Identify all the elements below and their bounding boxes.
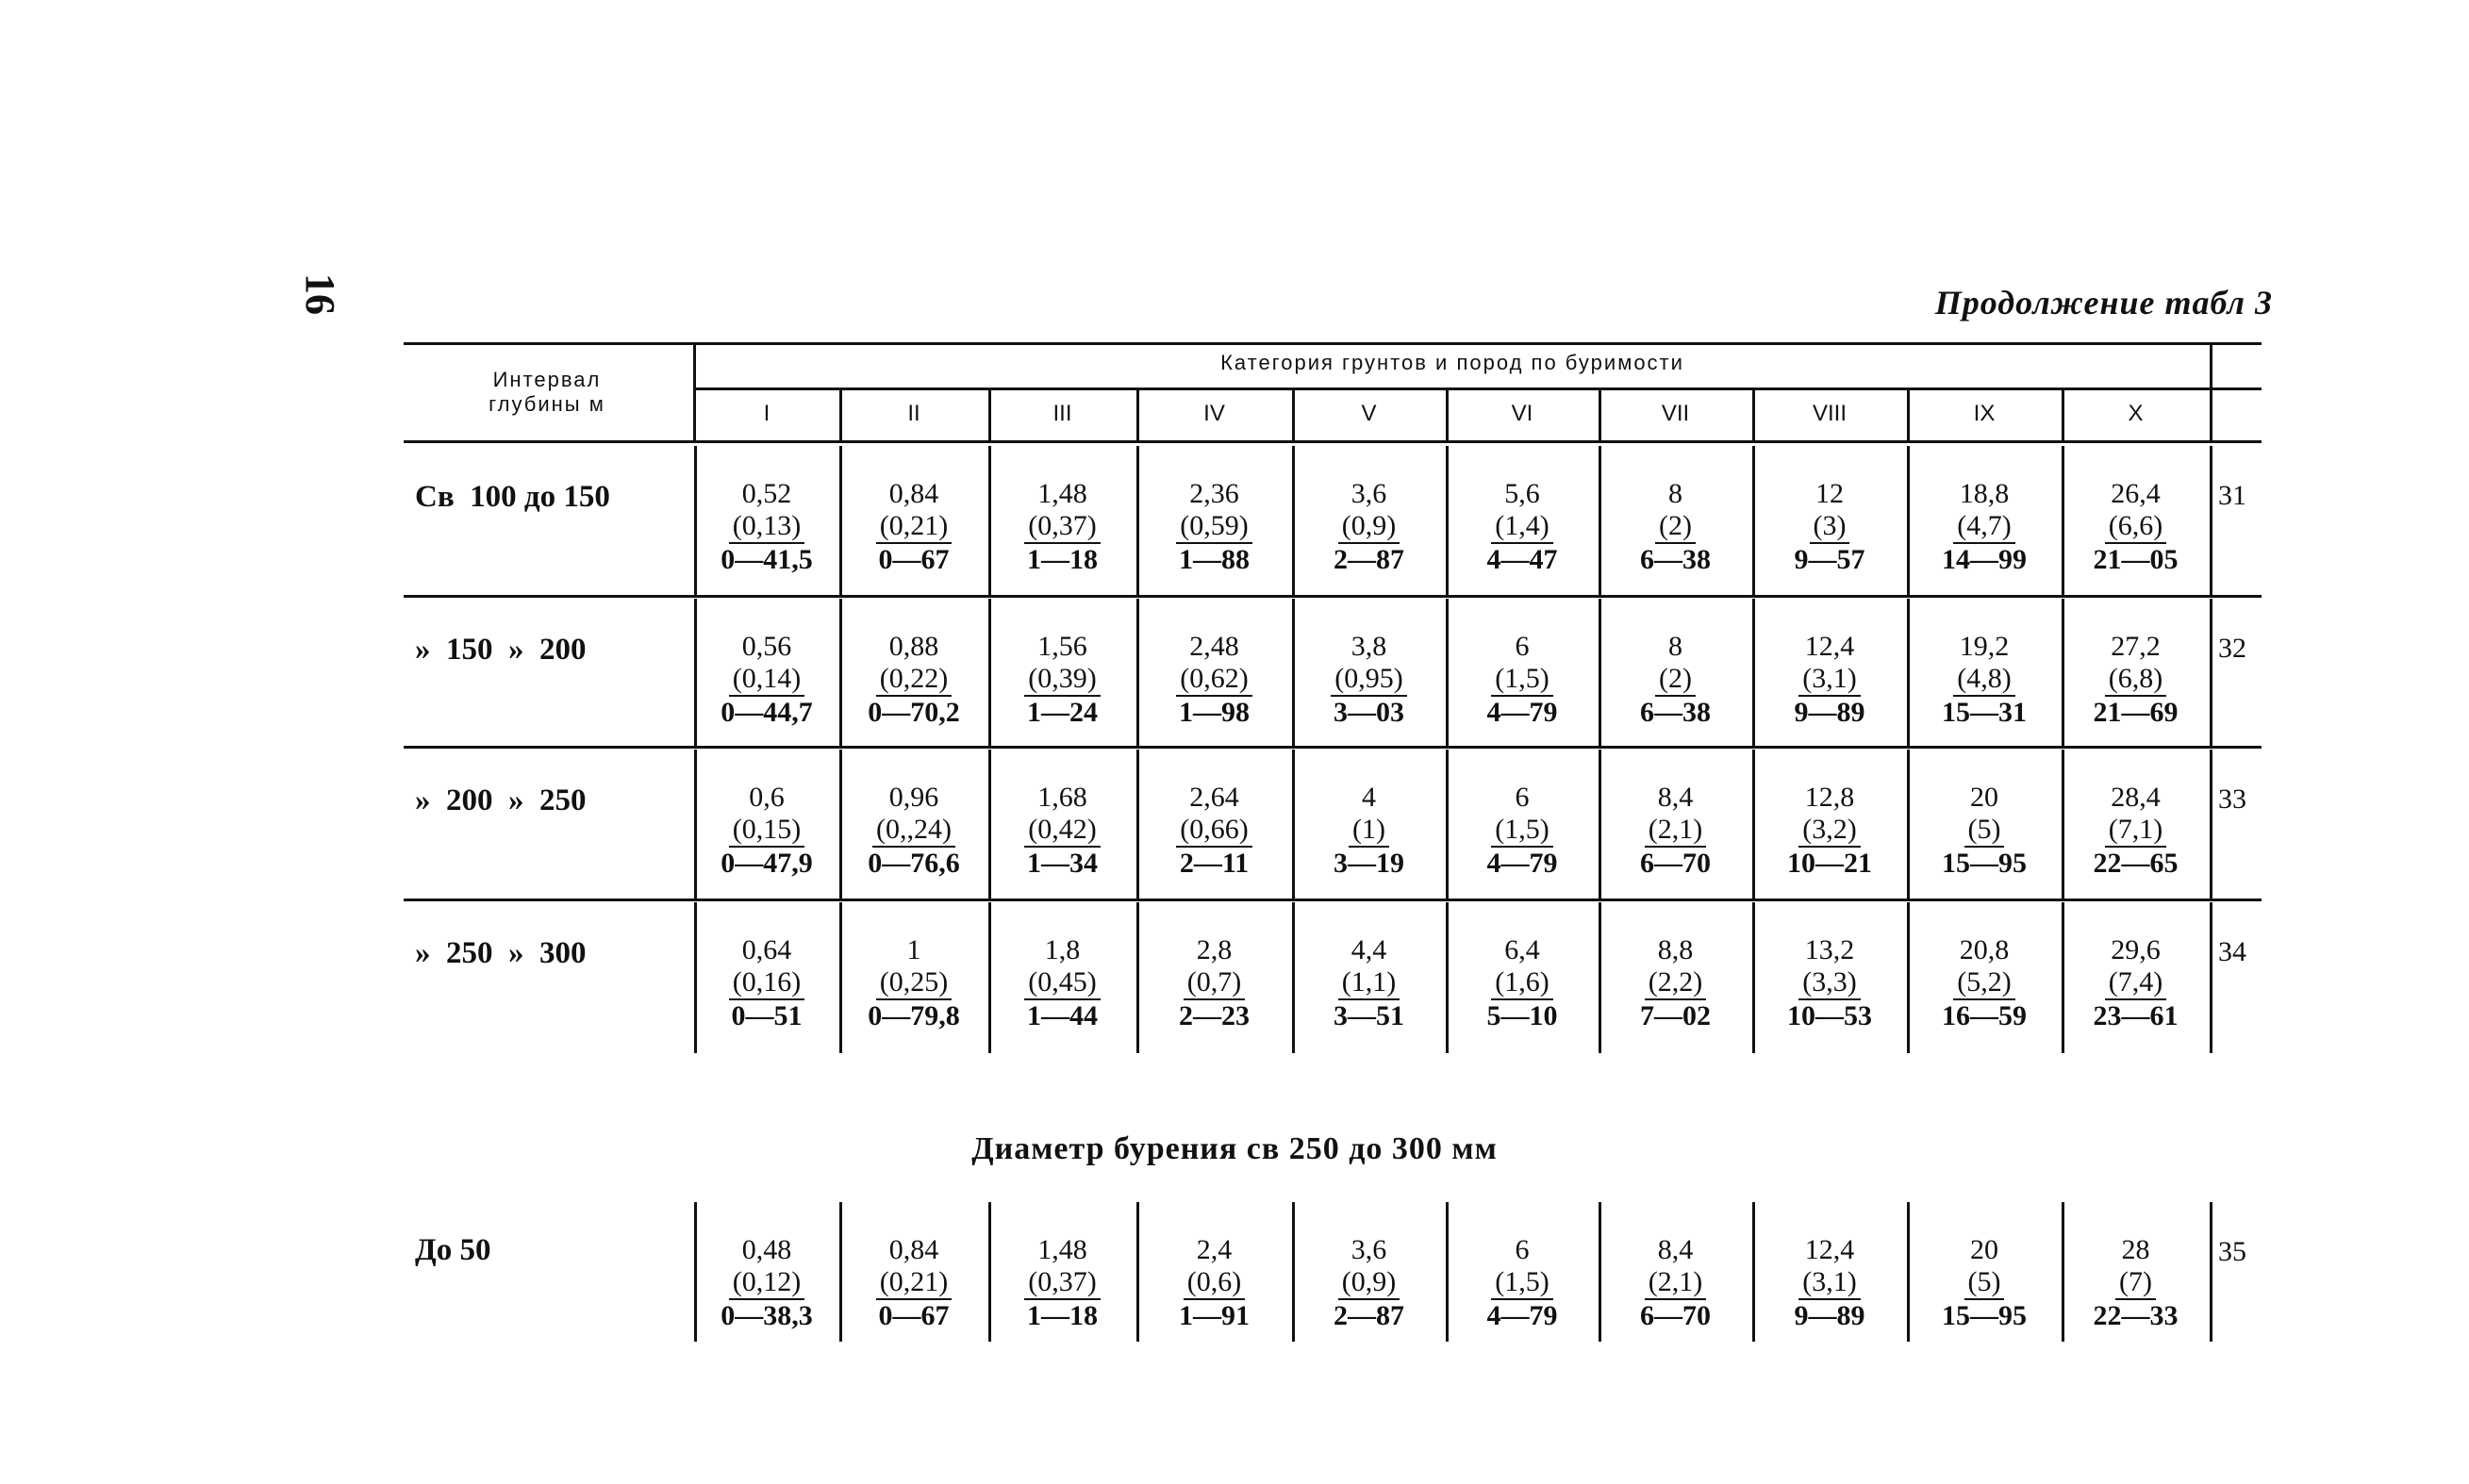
- rate-range: 6—38: [1640, 544, 1711, 575]
- rate-value-parenthesized: (5): [1964, 1266, 2005, 1300]
- category-header-divider: [2062, 389, 2064, 442]
- rate-value: 28: [2121, 1234, 2150, 1265]
- rate-value: 2,64: [1189, 782, 1239, 813]
- rate-range: 2—87: [1334, 1300, 1404, 1331]
- rate-range: 0—44,7: [721, 697, 813, 728]
- rate-cell: [1752, 934, 1907, 1032]
- rate-value-parenthesized: (2,1): [1645, 814, 1706, 848]
- rate-range: 10—21: [1787, 848, 1872, 879]
- category-header-divider: [1136, 389, 1139, 442]
- rate-value: 3,6: [1350, 478, 1387, 509]
- rate-range: 22—65: [2093, 848, 2179, 879]
- row-depth-label: » 250 » 300: [415, 936, 587, 970]
- rate-cell: [1446, 934, 1599, 1032]
- rate-value-parenthesized: (7): [2115, 1266, 2156, 1300]
- rate-value: 1,8: [1044, 934, 1081, 965]
- rate-range: 6—70: [1640, 1300, 1711, 1331]
- rate-cell: [988, 1234, 1136, 1332]
- rate-value: 8: [1668, 631, 1682, 662]
- rate-value: 0,84: [888, 1234, 939, 1265]
- rate-cell: [2062, 934, 2210, 1032]
- rate-range: 6—38: [1640, 697, 1711, 728]
- rate-value-parenthesized: (0,,24): [872, 814, 955, 848]
- interval-header-line2: глубины м: [489, 392, 605, 416]
- rate-cell: [1907, 631, 2062, 729]
- rate-value: 5,6: [1504, 478, 1540, 509]
- rate-range: 1—24: [1027, 697, 1098, 728]
- rate-value-parenthesized: (0,95): [1331, 663, 1406, 697]
- rate-value: 0,6: [749, 782, 785, 813]
- rate-value: 2,36: [1189, 478, 1239, 509]
- rate-cell: [1599, 1234, 1752, 1332]
- rate-value-parenthesized: (1,4): [1491, 510, 1552, 544]
- rate-range: 4—47: [1486, 544, 1558, 575]
- rate-value-parenthesized: (0,12): [729, 1266, 804, 1300]
- rate-value-parenthesized: (1,5): [1491, 663, 1552, 697]
- rate-cell: [694, 631, 839, 729]
- column-divider: [2210, 599, 2212, 748]
- rate-value: 1,48: [1037, 478, 1087, 509]
- rate-value-parenthesized: (0,42): [1024, 814, 1100, 848]
- rate-cell: [1292, 631, 1446, 729]
- rate-range: 23—61: [2093, 1000, 2179, 1031]
- row-number: 32: [2218, 633, 2246, 664]
- rate-value: 6,4: [1504, 934, 1540, 965]
- rate-value: 2,4: [1196, 1234, 1233, 1265]
- rate-cell: [1446, 782, 1599, 880]
- rate-value: 19,2: [1959, 631, 2010, 662]
- rate-value-parenthesized: (2,2): [1645, 966, 1706, 1000]
- rate-value: 1: [906, 934, 921, 965]
- rate-range: 0—47,9: [721, 848, 813, 879]
- rate-cell: [1446, 1234, 1599, 1332]
- rate-range: 2—23: [1179, 1000, 1250, 1031]
- rate-value: 8,4: [1657, 782, 1694, 813]
- rate-value-parenthesized: (7,1): [2105, 814, 2166, 848]
- rate-range: 4—79: [1486, 848, 1558, 879]
- rate-range: 5—10: [1486, 1000, 1558, 1031]
- rate-value-parenthesized: (3,2): [1798, 814, 1860, 848]
- rate-range: 0—38,3: [721, 1300, 813, 1331]
- rate-range: 0—67: [878, 1300, 950, 1331]
- rate-range: 6—70: [1640, 848, 1711, 879]
- row-depth-label: » 150 » 200: [415, 633, 587, 667]
- rate-range: 3—51: [1334, 1000, 1404, 1031]
- rate-value: 3,6: [1350, 1234, 1387, 1265]
- rate-cell: [1136, 782, 1292, 880]
- rate-value: 0,84: [888, 478, 939, 509]
- rate-value: 0,96: [888, 782, 939, 813]
- rate-range: 1—88: [1179, 544, 1250, 575]
- rate-range: 1—98: [1179, 697, 1250, 728]
- rate-value: 1,68: [1037, 782, 1087, 813]
- rate-value-parenthesized: (0,66): [1176, 814, 1251, 848]
- header-divider-right: [2210, 342, 2212, 443]
- category-header-divider: [988, 389, 991, 442]
- category-title: Категория грунтов и пород по буримости: [1220, 351, 1684, 374]
- rate-cell: [1599, 631, 1752, 729]
- rate-value-parenthesized: (4,7): [1953, 510, 2014, 544]
- row-depth-label: До 50: [415, 1233, 491, 1267]
- category-header-3: III: [1052, 401, 1072, 426]
- rate-value-parenthesized: (6,8): [2105, 663, 2166, 697]
- rate-value-parenthesized: (1,1): [1338, 966, 1400, 1000]
- rate-value-parenthesized: (0,22): [876, 663, 952, 697]
- category-header-divider: [839, 389, 842, 442]
- rate-cell: [1599, 478, 1752, 576]
- rate-value: 1,56: [1037, 631, 1087, 662]
- rate-value: 2,8: [1196, 934, 1233, 965]
- rate-range: 1—44: [1027, 1000, 1098, 1031]
- rate-range: 14—99: [1942, 544, 2027, 575]
- category-header-4: IV: [1203, 401, 1225, 426]
- rate-cell: [1292, 478, 1446, 576]
- rate-value: 0,52: [741, 478, 792, 509]
- rate-cell: [1136, 631, 1292, 729]
- rate-value-parenthesized: (0,9): [1338, 1266, 1400, 1300]
- row-number: 33: [2218, 783, 2246, 815]
- rate-cell: [694, 782, 839, 880]
- rate-value-parenthesized: (0,13): [729, 510, 804, 544]
- rate-value-parenthesized: (5): [1964, 814, 2005, 848]
- rate-range: 9—89: [1794, 697, 1865, 728]
- column-divider: [2210, 750, 2212, 899]
- rate-cell: [839, 934, 988, 1032]
- rate-cell: [1136, 478, 1292, 576]
- rate-value-parenthesized: (3,1): [1798, 1266, 1860, 1300]
- rate-cell: [1292, 1234, 1446, 1332]
- rate-cell: [1136, 934, 1292, 1032]
- rate-range: 16—59: [1942, 1000, 2027, 1031]
- rate-range: 4—79: [1486, 1300, 1558, 1331]
- rate-cell: [1752, 782, 1907, 880]
- rate-value: 20,8: [1959, 934, 2010, 965]
- rate-value-parenthesized: (1,5): [1491, 1266, 1552, 1300]
- interval-header: [406, 368, 688, 417]
- rate-range: 10—53: [1787, 1000, 1872, 1031]
- rate-cell: [1446, 631, 1599, 729]
- rate-range: 0—79,8: [868, 1000, 960, 1031]
- rate-cell: [1599, 934, 1752, 1032]
- rate-value-parenthesized: (6,6): [2105, 510, 2166, 544]
- rate-cell: [1907, 934, 2062, 1032]
- rate-value-parenthesized: (3,1): [1798, 663, 1860, 697]
- rate-cell: [694, 934, 839, 1032]
- rate-value: 6: [1515, 631, 1530, 662]
- rate-range: 1—91: [1179, 1300, 1250, 1331]
- category-header-divider: [1446, 389, 1449, 442]
- rate-value: 0,88: [888, 631, 939, 662]
- rate-value: 6: [1515, 782, 1530, 813]
- rate-cell: [1446, 478, 1599, 576]
- rate-cell: [839, 1234, 988, 1332]
- row-number: 31: [2218, 480, 2246, 511]
- rate-value-parenthesized: (0,9): [1338, 510, 1400, 544]
- rate-range: 0—67: [878, 544, 950, 575]
- category-header-5: V: [1361, 401, 1377, 426]
- rate-range: 0—70,2: [868, 697, 960, 728]
- rate-value-parenthesized: (0,37): [1024, 510, 1100, 544]
- rate-value: 12,4: [1804, 1234, 1855, 1265]
- rate-range: 15—31: [1942, 697, 2027, 728]
- rate-cell: [988, 631, 1136, 729]
- rate-cell: [1599, 782, 1752, 880]
- rate-cell: [1292, 782, 1446, 880]
- rate-value-parenthesized: (0,45): [1024, 966, 1100, 1000]
- column-divider: [2210, 446, 2212, 595]
- rate-value: 8,8: [1657, 934, 1694, 965]
- rate-range: 1—18: [1027, 1300, 1098, 1331]
- row-separator: [404, 746, 2262, 749]
- rate-value: 26,4: [2111, 478, 2161, 509]
- header-divider-left: [693, 342, 696, 443]
- row-depth-label: » 200 » 250: [415, 783, 587, 817]
- row-number: 35: [2218, 1236, 2246, 1267]
- interval-header-line1: Интервал: [492, 368, 602, 391]
- rate-range: 0—41,5: [721, 544, 813, 575]
- rate-value: 20: [1970, 1234, 1998, 1265]
- rate-cell: [988, 782, 1136, 880]
- rate-value-parenthesized: (1,5): [1491, 814, 1552, 848]
- rate-value: 12,8: [1804, 782, 1855, 813]
- rate-value-parenthesized: (0,25): [876, 966, 952, 1000]
- rate-cell: [1752, 478, 1907, 576]
- rate-cell: [1136, 1234, 1292, 1332]
- rate-value-parenthesized: (3,3): [1798, 966, 1860, 1000]
- table-continuation-label: Продолжение табл 3: [1934, 284, 2273, 322]
- row-separator: [404, 899, 2262, 901]
- rate-range: 21—05: [2093, 544, 2179, 575]
- rate-range: 9—89: [1794, 1300, 1865, 1331]
- rate-value: 8: [1668, 478, 1682, 509]
- rate-value: 0,48: [741, 1234, 792, 1265]
- rate-value-parenthesized: (0,7): [1184, 966, 1245, 1000]
- rate-value-parenthesized: (0,16): [729, 966, 804, 1000]
- rate-value: 8,4: [1657, 1234, 1694, 1265]
- rate-cell: [1907, 478, 2062, 576]
- rate-range: 15—95: [1942, 1300, 2027, 1331]
- rate-cell: [1907, 1234, 2062, 1332]
- rate-cell: [839, 782, 988, 880]
- category-header-10: X: [2128, 401, 2144, 426]
- category-header-divider: [1907, 389, 1910, 442]
- rate-value-parenthesized: (0,39): [1024, 663, 1100, 697]
- row-separator: [404, 595, 2262, 598]
- section-title: Диаметр бурения св 250 до 300 мм: [971, 1131, 1498, 1166]
- rate-value: 0,64: [741, 934, 792, 965]
- rate-cell: [839, 478, 988, 576]
- rate-range: 0—76,6: [868, 848, 960, 879]
- rate-cell: [1907, 782, 2062, 880]
- rate-value-parenthesized: (0,14): [729, 663, 804, 697]
- rate-value-parenthesized: (3): [1810, 510, 1850, 544]
- rate-range: 3—19: [1334, 848, 1404, 879]
- category-header-6: VI: [1511, 401, 1533, 426]
- rate-cell: [988, 478, 1136, 576]
- rate-cell: [2062, 478, 2210, 576]
- rate-range: 15—95: [1942, 848, 2027, 879]
- rate-value: 28,4: [2111, 782, 2161, 813]
- category-header-7: VII: [1661, 401, 1690, 426]
- category-header-divider: [1752, 389, 1755, 442]
- rate-value-parenthesized: (2): [1655, 663, 1696, 697]
- rate-range: 2—87: [1334, 544, 1404, 575]
- rate-value: 27,2: [2111, 631, 2161, 662]
- rate-range: 3—03: [1334, 697, 1404, 728]
- rate-cell: [839, 631, 988, 729]
- rate-value-parenthesized: (0,6): [1184, 1266, 1245, 1300]
- rate-value-parenthesized: (2): [1655, 510, 1696, 544]
- rate-value-parenthesized: (7,4): [2105, 966, 2166, 1000]
- rate-value-parenthesized: (4,8): [1953, 663, 2014, 697]
- page-number: 16: [297, 273, 343, 315]
- rate-range: 2—11: [1179, 848, 1250, 879]
- rate-range: 4—79: [1486, 697, 1558, 728]
- rate-cell: [2062, 782, 2210, 880]
- rate-cell: [988, 934, 1136, 1032]
- category-header-8: VIII: [1812, 401, 1847, 426]
- rate-value: 4,4: [1350, 934, 1387, 965]
- rate-cell: [2062, 631, 2210, 729]
- rate-value: 18,8: [1959, 478, 2010, 509]
- rate-range: 7—02: [1640, 1000, 1711, 1031]
- rate-value: 4: [1362, 782, 1376, 813]
- rate-range: 0—51: [731, 1000, 803, 1031]
- header-bottom-rule: [404, 440, 2262, 443]
- rate-value-parenthesized: (0,59): [1176, 510, 1251, 544]
- rate-range: 21—69: [2093, 697, 2179, 728]
- rate-value-parenthesized: (2,1): [1645, 1266, 1706, 1300]
- rate-range: 9—57: [1794, 544, 1865, 575]
- category-header-9: IX: [1973, 401, 1996, 426]
- rate-value: 12: [1815, 478, 1844, 509]
- category-header-divider: [1599, 389, 1601, 442]
- category-header-2: II: [907, 401, 920, 426]
- category-header-1: I: [763, 401, 771, 426]
- rate-value-parenthesized: (1,6): [1491, 966, 1552, 1000]
- table-top-rule: [404, 342, 2262, 345]
- rate-value: 1,48: [1037, 1234, 1087, 1265]
- rate-cell: [1752, 631, 1907, 729]
- row-number: 34: [2218, 936, 2246, 967]
- rate-value: 13,2: [1804, 934, 1855, 965]
- rate-value: 3,8: [1350, 631, 1387, 662]
- rate-value: 20: [1970, 782, 1998, 813]
- rate-value: 2,48: [1189, 631, 1239, 662]
- row-depth-label: Св 100 до 150: [415, 480, 610, 514]
- rate-value-parenthesized: (0,37): [1024, 1266, 1100, 1300]
- column-divider: [2210, 902, 2212, 1053]
- rate-value-parenthesized: (0,62): [1176, 663, 1251, 697]
- rate-value: 12,4: [1804, 631, 1855, 662]
- rate-value: 6: [1515, 1234, 1530, 1265]
- header-category-rule: [694, 387, 2262, 390]
- rate-value: 0,56: [741, 631, 792, 662]
- rate-cell: [1752, 1234, 1907, 1332]
- rate-value-parenthesized: (5,2): [1953, 966, 2014, 1000]
- column-divider: [2210, 1202, 2212, 1342]
- rate-cell: [1292, 934, 1446, 1032]
- rate-cell: [694, 478, 839, 576]
- rate-value: 29,6: [2111, 934, 2161, 965]
- rate-range: 1—18: [1027, 544, 1098, 575]
- rate-cell: [2062, 1234, 2210, 1332]
- rate-cell: [694, 1234, 839, 1332]
- rate-range: 1—34: [1027, 848, 1098, 879]
- rate-value-parenthesized: (0,21): [876, 510, 952, 544]
- rate-value-parenthesized: (0,21): [876, 1266, 952, 1300]
- category-header-divider: [1292, 389, 1295, 442]
- rate-value-parenthesized: (0,15): [729, 814, 804, 848]
- rate-range: 22—33: [2093, 1300, 2179, 1331]
- rate-value-parenthesized: (1): [1349, 814, 1389, 848]
